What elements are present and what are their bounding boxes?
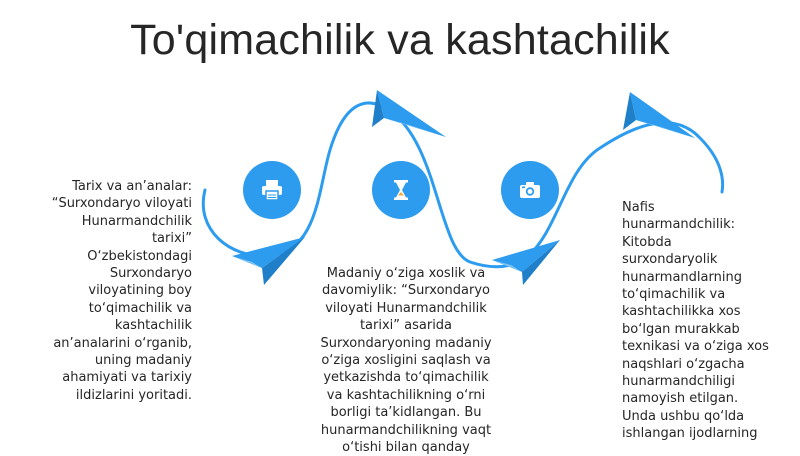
printer-icon — [259, 177, 285, 203]
page-title: To'qimachilik va kashtachilik — [130, 16, 670, 64]
step-3-icon-circle — [501, 161, 559, 219]
paper-plane-icon — [232, 237, 305, 285]
hourglass-icon — [388, 177, 414, 203]
camera-icon — [517, 177, 543, 203]
step-3-text: Nafis hunarmandchilik: Kitobda surxondaryolik hunarmandlarning to‘qimachilik va kashtachilikka xos bo‘lgan murakkab texnikasi va o‘ziga xos naqshlari o‘zgacha hunarmandchiligi namoyish etilgan. Unda ushbu qo‘lda ishlangan ijodlarning — [622, 200, 769, 442]
step-2-icon-circle — [372, 161, 430, 219]
step-1-text: Tarix va an’analar: “Surxondaryo viloyati Hunarmandchilik tarixi” O‘zbekistondagi Surxondaryo viloyatining boy to‘qimachilik va kashtachilik an’analarini o‘rganib, uning madaniy ahamiyati va tarixiy ildizlarini yoritadi. — [51, 179, 192, 403]
step-1-icon-circle — [243, 161, 301, 219]
step-2-text: Madaniy o‘ziga xoslik va davomiylik: “Surxondaryo viloyati Hunarmandchilik tarixi” asarida Surxondaryoning madaniy o‘ziga xosligini saqlash va yetkazishda to‘qimachilik va kashtachilikning o‘rni borligi ta’kidlangan. Bu hunarmandchilikning vaqt o‘tishi bilan qanday — [320, 266, 492, 456]
